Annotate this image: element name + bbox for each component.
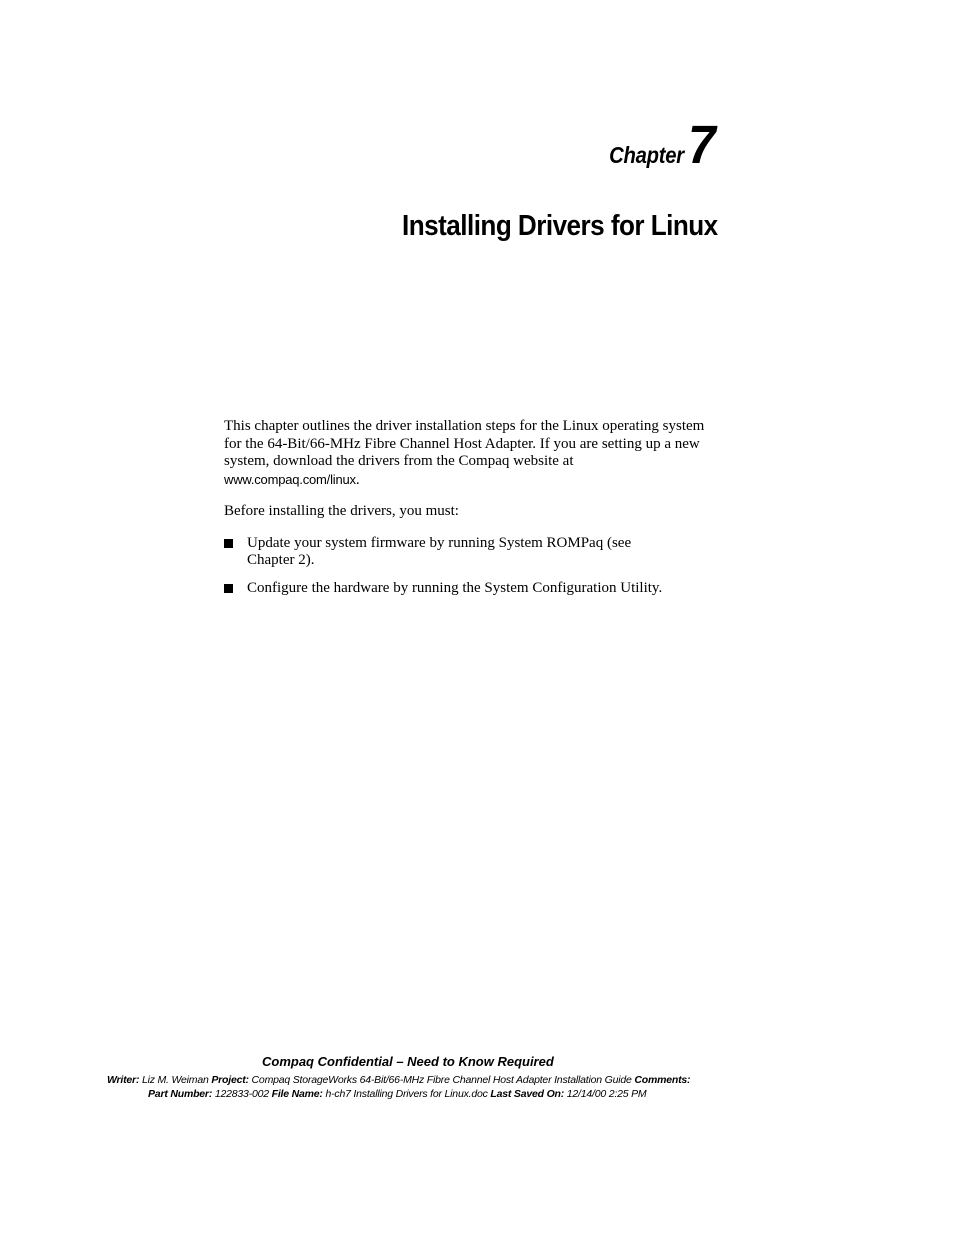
footer-line-writer [107,1074,690,1086]
part-number-value: 122833-002 [214,1088,269,1100]
file-name-value: h-ch7 Installing Drivers for Linux.doc [325,1088,488,1100]
intro-text: This chapter outlines the driver installation steps for the Linux operating system for the 64-Bit/66-MHz Fibre Channel Host Adapter. If you are setting up a new system, download the drivers from the Compaq website at [224,418,705,469]
square-bullet-icon [224,584,233,593]
prerequisite-list [224,535,724,598]
writer-value: Liz M. Weiman [141,1074,209,1086]
chapter-label: Chapter [609,142,684,168]
chapter-heading [599,115,718,175]
writer-label: Writer: [107,1074,140,1086]
footer-line-part [148,1088,646,1100]
list-item-text: Configure the hardware by running the System Configuration Utility. [247,579,663,596]
last-saved-label: Last Saved On: [490,1088,565,1100]
website-link[interactable]: www.compaq.com/linux [224,471,356,487]
confidential-notice: Compaq Confidential – Need to Know Required [262,1054,554,1069]
list-item [224,580,724,598]
chapter-number: 7 [687,115,716,175]
list-item [224,535,657,570]
list-item-text: Update your system firmware by running System ROMPaq (see Chapter 2). [247,534,632,568]
project-value: Compaq StorageWorks 64-Bit/66-MHz Fibre Channel Host Adapter Installation Guide [251,1074,632,1086]
page-title: Installing Drivers for Linux [402,210,718,242]
project-label: Project: [211,1074,249,1086]
last-saved-value: 12/14/00 2:25 PM [566,1088,647,1100]
chapter-body [224,418,724,607]
before-paragraph: Before installing the drivers, you must: [224,503,459,519]
comments-label: Comments: [634,1074,691,1086]
intro-paragraph [224,418,724,489]
square-bullet-icon [224,539,233,548]
file-name-label: File Name: [271,1088,323,1100]
part-number-label: Part Number: [148,1088,213,1100]
intro-end: . [355,471,360,488]
